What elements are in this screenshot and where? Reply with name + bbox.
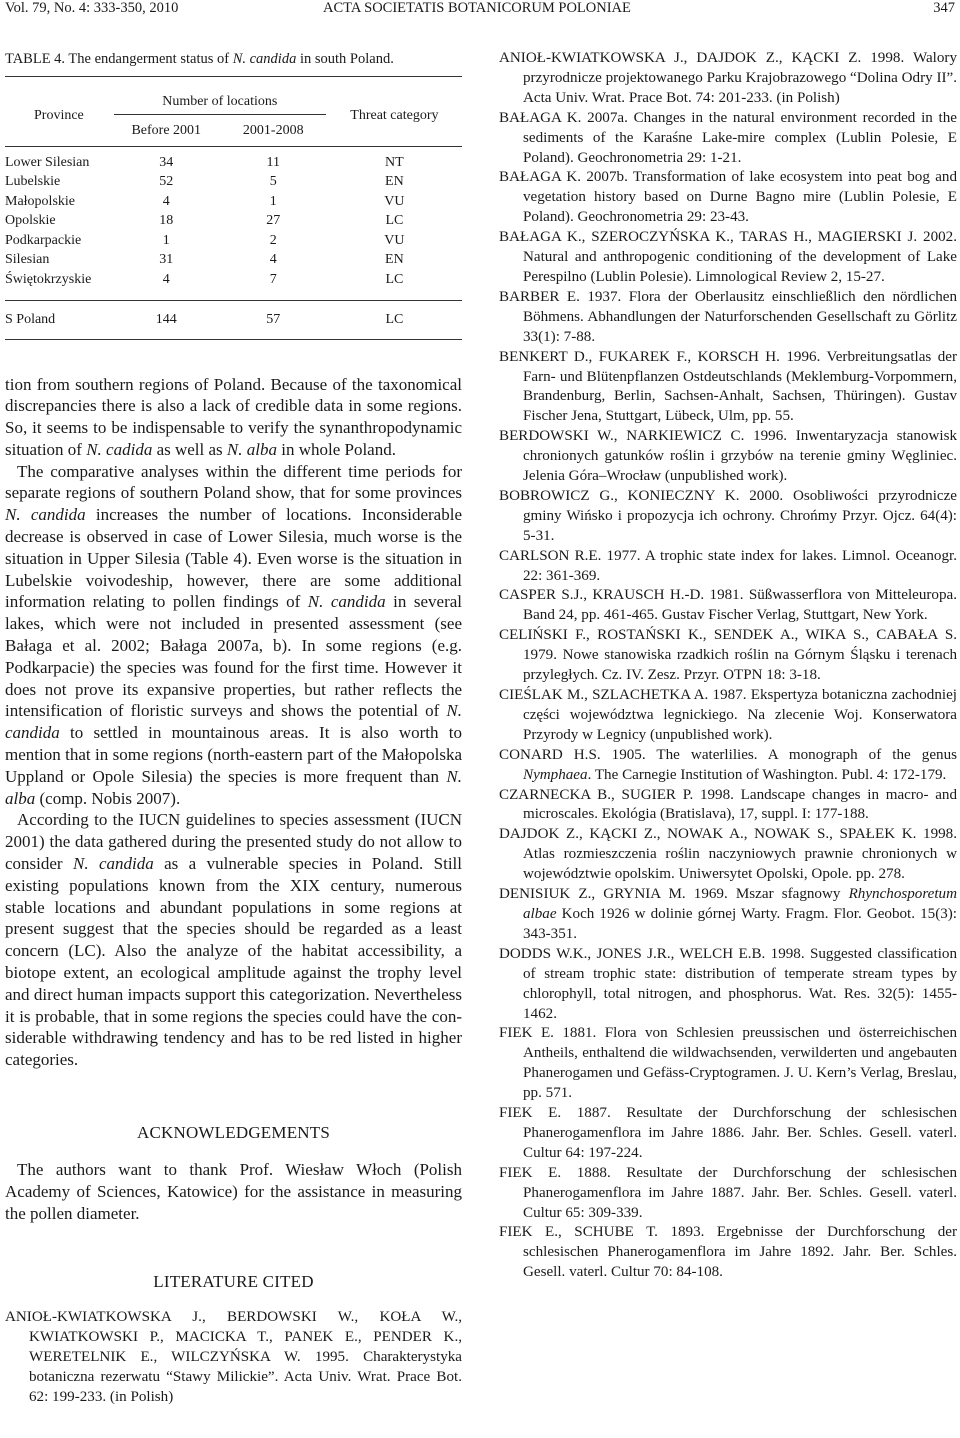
reference-entry: CZARNECKA B., SUGIER P. 1998. Landscape changes in macro- and microscales. Ekológia (Bratislava), 17, suppl. I: 177-188. — [499, 786, 957, 823]
table-row — [5, 212, 462, 232]
reference-entry: FIEK E. 1881. Flora von Schlesien preussischen und österreichischen Antheils, enthaltend die wildwachsenden, verwilderten und angebauten Phanerogamen und Gefäss-Cryptogramen. J. U. Kern’s Verlag, Breslau, pp. 571. — [499, 1025, 957, 1102]
reference-entry: BARBER E. 1937. Flora der Oberlausitz einschließlich den nördlichen Böhmens. Abhandlungen der Naturforschenden Gesellschaft zu Görlitz 33(1): 7-88. — [499, 288, 957, 345]
reference-entry: BAŁAGA K. 2007b. Transformation of lake ecosystem into peat bog and vegetation history based on Durne Bagno mire (Lublin Polesie, E Poland). Geochronometria 29: 23-43. — [499, 169, 957, 226]
table-row — [5, 173, 462, 193]
cell-before: 52 — [159, 174, 174, 190]
running-header — [5, 0, 955, 22]
col-before: Before 2001 — [131, 123, 202, 138]
cell-threat: VU — [384, 193, 405, 209]
cell-threat: LC — [327, 300, 462, 339]
reference-entry: CONARD H.S. 1905. The waterlilies. A monograph of the genus Nymphaea. The Carnegie Institution of Washington. Publ. 4: 172-179. — [499, 746, 957, 783]
reference-entry: DODDS W.K., JONES J.R., WELCH E.B. 1998. Suggested classification of stream trophic state: distribution of temperate stream types by chlorophyll, total nitrogen, and phosphorus. Wat. Res. 32(5): 1455-1462. — [499, 945, 957, 1022]
table-row — [5, 231, 462, 251]
cell-before: 31 — [159, 252, 174, 268]
cell-before: 144 — [113, 300, 220, 339]
cell-after: 7 — [269, 271, 277, 287]
reference-entry: CIEŚLAK M., SZLACHETKA A. 1987. Ekspertyza botaniczna zachodniej części województwa legnickiego. Na zlecenie Woj. Konserwatora Przyrody w Legnicy (unpublished work). — [499, 687, 957, 743]
acknowledgements-text: The authors want to thank Prof. Wiesław Włoch (Polish Academy of Sciences, Katowice) for the assistance in measuring the pollen diameter. — [5, 1160, 462, 1223]
body-text-left — [5, 374, 462, 1072]
reference-entry: FIEK E. 1887. Resultate der Durchforschung der schlesischen Phanerogamenflora im Jahre 1886. Jahr. Ber. Schles. Gesell. vaterl. Cultur 64: 197-224. — [499, 1105, 957, 1161]
col-threat: Threat category — [350, 108, 439, 123]
paragraph-2: The comparative analyses within the different time periods for separate regions of southern Poland show, that for some provinces N. candida increases the number of locations. Inconsiderable decrease is observed in case of Lower Silesia, much worse is the situation in Upper Silesia (Table 4). Even worse is the situation in Lubelskie voivodeship, however, there are some additional information relating to pollen findings of N. candida in several lakes, which were not included in presented assessment (see Bałaga et al. 2002; Bałaga 2007a, b). In some regions (e.g. Podkarpacie) the species was found for the first time. However it does not prove its expansive properties, but rather reflects the intensification of floristic surveys and shows the potential of N. candida to settled in mountainous areas. It is also worth to mention that in some regions (north-eastern part of the Małopolska Uppland or Opole Silesia) the species is more frequent than N. alba (comp. Nobis 2007). — [5, 461, 463, 808]
table-caption: TABLE 4. The endangerment status of N. candida in south Poland. — [5, 51, 394, 67]
reference-entry: CELIŃSKI F., ROSTAŃSKI K., SENDEK A., WIKA S., CABAŁA S. 1979. Nowe stanowiska rzadkich roślin na Górnym Śląsku i terenach przyległych. Cz. IV. Zesz. Przyr. OTPN 18: 3-18. — [499, 627, 957, 684]
cell-after: 57 — [220, 300, 327, 339]
reference-entry: BAŁAGA K. 2007a. Changes in the natural environment recorded in the sediments of the Karaśne Lake-mire complex (Lublin Polesie, E Poland). Geochronometria 29: 1-21. — [499, 109, 957, 166]
cell-before: 4 — [162, 193, 170, 209]
reference-entry: DAJDOK Z., KĄCKI Z., NOWAK A., NOWAK S., SPAŁEK K. 1998. Atlas rozmieszczenia roślin naczyniowych prawnie chronionych w województwie opolskim. Uniwersytet Opolski, Opole. pp. 278. — [499, 826, 957, 883]
cell-after: 1 — [269, 193, 277, 209]
cell-province: Silesian — [5, 252, 50, 268]
left-column — [5, 50, 462, 1408]
reference-entry: FIEK E., SCHUBE T. 1893. Ergebnisse der Durchforschung der schlesischen Phanerogamenflora im Jahre 1892. Jahr. Ber. Schles. Gesell. vaterl. Cultur 70: 84-108. — [499, 1224, 957, 1281]
table-row — [5, 153, 462, 173]
cell-after: 27 — [266, 213, 281, 229]
cell-after: 11 — [266, 154, 280, 170]
cell-province: Małopolskie — [5, 193, 75, 209]
col-after: 2001-2008 — [242, 123, 304, 138]
reference-entry: FIEK E. 1888. Resultate der Durchforschung der schlesischen Phanerogamenflora im Jahre 1887. Jahr. Ber. Schles. Gesell. vaterl. Cultur 65: 309-339. — [499, 1164, 957, 1221]
cell-province: Świętokrzyskie — [5, 271, 92, 287]
reference-entry: BOBROWICZ G., KONIECZNY K. 2000. Osobliwości przyrodnicze gminy Wińsko i propozycja ich ochrony. Chrońmy Przyr. Ojcz. 64(4): 5-31. — [499, 487, 957, 544]
cell-before: 18 — [159, 213, 174, 229]
cell-province: Opolskie — [5, 213, 56, 229]
cell-threat: LC — [385, 213, 404, 229]
reference-entry: BENKERT D., FUKAREK F., KORSCH H. 1996. Verbreitungsatlas der Farn- und Blütenpflanzen Ostdeutschlands (Meklemburg-Vorpommern, Brandenburg, Berlin, Sachsen-Anhalt, Sachsen, Thüringen). Gustav Fischer Jena, Stuttgart, Lübeck, Ulm, pp. 55. — [499, 348, 957, 425]
table-body — [5, 147, 462, 340]
col-province: Province — [34, 108, 84, 123]
volume-info: Vol. 79, No. 4: 333-350, 2010 — [5, 0, 179, 16]
cell-after: 4 — [269, 252, 277, 268]
reference-entry: CARLSON R.E. 1977. A trophic state index for lakes. Limnol. Oceanogr. 22: 361-369. — [499, 547, 957, 584]
reference-entry: CASPER S.J., KRAUSCH H.-D. 1981. Süßwasserflora von Mitteleuropa. Band 24, pp. 461-465. Gustav Fischer Verlag, Stuttgart, New York. — [499, 587, 957, 624]
cell-province: Lower Silesian — [5, 154, 90, 170]
cell-before: 1 — [162, 232, 170, 248]
left-references — [5, 1308, 462, 1408]
cell-threat: EN — [385, 174, 404, 190]
cell-threat: VU — [384, 232, 405, 248]
reference-entry: DENISIUK Z., GRYNIA M. 1969. Mszar sfagnowy Rhynchosporetum albae Koch 1926 w dolinie górnej Warty. Fragm. Flor. Geobot. 15(3): 343-351. — [499, 886, 957, 942]
reference-entry: ANIOŁ-KWIATKOWSKA J., BERDOWSKI W., KOŁA W., KWIATKOWSKI P., MACICKA T., PANEK E., PENDER K., WERETELNIK E., WILCZYŃSKA W. 1995. Charakterystyka botaniczna rezerwatu “Stawy Milickie”. Acta Univ. Wrat. Prace Bot. 62: 199-233. (in Polish) — [5, 1309, 462, 1406]
right-references — [499, 49, 957, 1283]
table-row — [5, 251, 462, 271]
cell-before: 4 — [162, 271, 170, 287]
literature-heading: LITERATURE CITED — [153, 1272, 314, 1292]
cell-threat: EN — [385, 252, 404, 268]
cell-before: 34 — [159, 154, 174, 170]
cell-after: 5 — [269, 174, 277, 190]
journal-title: ACTA SOCIETATIS BOTANICORUM POLONIAE — [323, 0, 631, 16]
table-row — [5, 192, 462, 212]
reference-entry: BAŁAGA K., SZEROCZYŃSKA K., TARAS H., MAGIERSKI J. 2002. Natural and anthropogenic conditioning of the development of Lake Perespilno (Lublin Polesie). Limnological Review 2, 15-27. — [499, 229, 957, 285]
cell-threat: NT — [385, 154, 404, 170]
table-row — [5, 270, 462, 290]
paragraph-1: tion from southern regions of Poland. Because of the taxonomical discrepancies there is also a lack of credible data in some regions. So, it seems to be indispensable to verify the synanthropodynamic situation of N. cadida as well as N. alba in whole Poland. — [5, 374, 462, 459]
reference-entry: BERDOWSKI W., NARKIEWICZ C. 1996. Inwentaryzacja stanowisk chronionych gatunków roślin i grzybów na terenie gminy Węgliniec. Jelenia Góra–Wrocław (unpublished work). — [499, 428, 957, 485]
cell-province: Podkarpackie — [5, 232, 82, 248]
endangerment-table — [5, 76, 462, 340]
table-total-row — [5, 300, 462, 339]
col-locations: Number of locations — [113, 77, 327, 117]
page-number: 347 — [933, 0, 955, 16]
cell-threat: LC — [385, 271, 404, 287]
paragraph-3: According to the IUCN guidelines to species assessment (IUCN 2001) the data gathered during the presented study do not allow to consider N. candida as a vulnerable species in Poland. Still existing populations known from the XIX century, numerous stable locations and abundant populations in some regions at present suggest that the species should be regarded as a least concern (LC). Also the analyze of the habitat accessibility, a biotope extent, an ecological amplitude against the trophy level and direct human impacts support this categorization. Nevertheless it is probable, that in some regions the species could have the considerable withdrawing tendency and has to be red listed in higher categories. — [5, 810, 463, 1070]
cell-province: S Poland — [5, 300, 113, 339]
cell-province: Lubelskie — [5, 174, 61, 190]
cell-after: 2 — [269, 232, 277, 248]
reference-entry: ANIOŁ-KWIATKOWSKA J., DAJDOK Z., KĄCKI Z. 1998. Walory przyrodnicze projektowanego Parku Krajobrazowego “Dolina Odry II”. Acta Univ. Wrat. Prace Bot. 74: 201-233. (in Polish) — [499, 50, 957, 106]
acknowledgements-heading: ACKNOWLEDGEMENTS — [136, 1123, 330, 1142]
